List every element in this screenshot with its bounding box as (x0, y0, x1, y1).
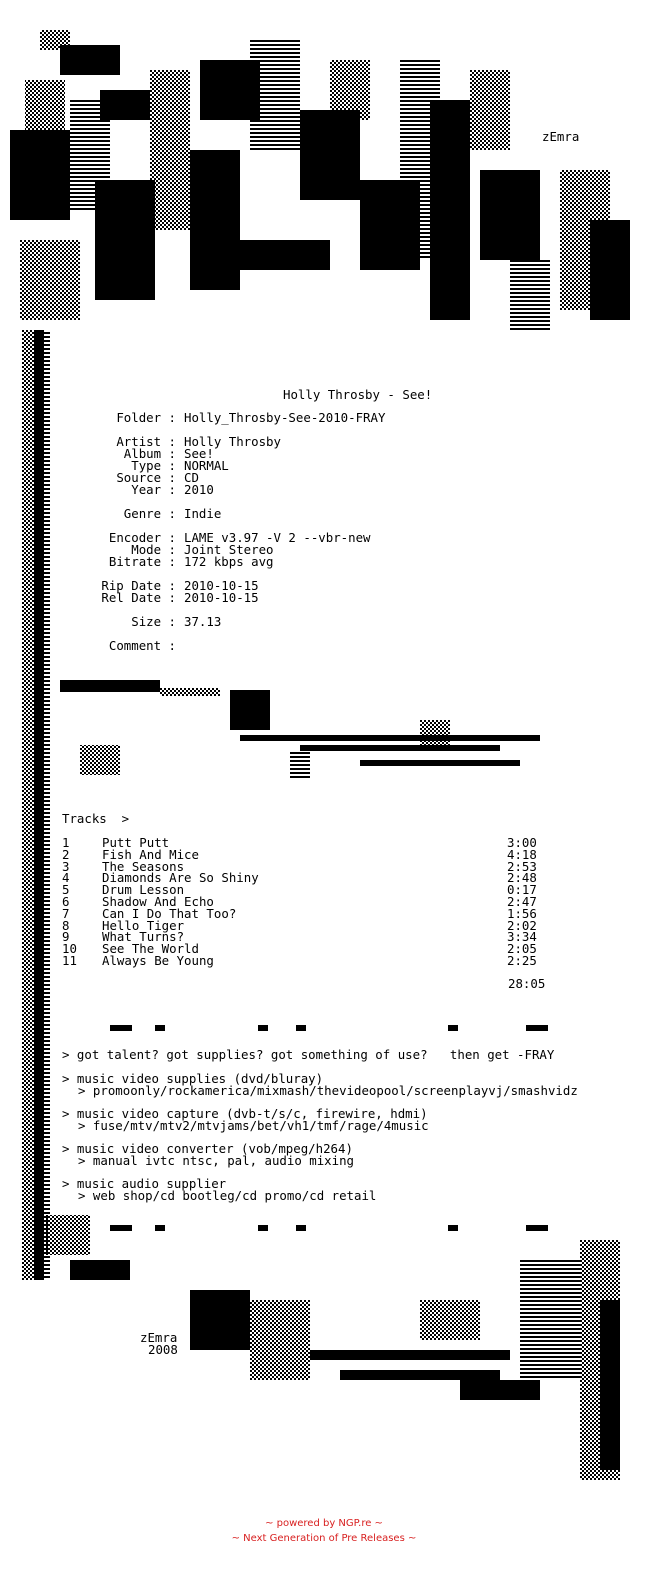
info-value: LAME v3.97 -V 2 --vbr-new (184, 530, 371, 545)
info-label: Type : (131, 458, 176, 473)
track-duration: 4:18 (507, 846, 537, 862)
info-value: 2010-10-15 (184, 578, 259, 593)
track-number: 4 (62, 870, 70, 886)
info-label: Year : (131, 482, 176, 497)
track-duration: 3:34 (507, 929, 537, 945)
release-title: Holly Throsby - See! (283, 387, 433, 402)
track-duration: 2:48 (507, 870, 537, 886)
track-title: What Turns? (102, 929, 185, 945)
total-time: 28:05 (508, 976, 546, 991)
art-signature-bottom-name: zEmra (140, 1330, 178, 1345)
info-label: Folder : (116, 410, 176, 425)
art-signature-bottom-year: 2008 (148, 1342, 178, 1357)
info-label: Encoder : (108, 530, 176, 545)
track-number: 7 (62, 905, 70, 921)
info-value: NORMAL (184, 458, 229, 473)
track-title: Fish And Mice (102, 846, 199, 862)
info-value: Joint Stereo (184, 542, 274, 557)
footer-powered-by: ~ powered by NGP.re ~ (265, 1518, 383, 1529)
track-duration: 0:17 (507, 882, 537, 898)
info-label: Size : (131, 614, 176, 629)
promo-line: > got talent? got supplies? got something of use? then get -FRAY (62, 1047, 555, 1062)
promo-subline: > promoonly/rockamerica/mixmash/thevideopool/screenplayvj/smashvidz (78, 1083, 578, 1098)
track-duration: 3:00 (507, 835, 537, 850)
art-signature-top: zEmra (542, 129, 580, 144)
info-value: 37.13 (184, 614, 222, 629)
info-label: Album : (123, 446, 176, 461)
info-label: Mode : (131, 542, 176, 557)
info-label: Rel Date : (101, 590, 176, 605)
track-number: 11 (62, 953, 77, 968)
track-title: Always Be Young (102, 953, 214, 968)
track-title: Putt Putt (102, 835, 170, 850)
info-value: 2010-10-15 (184, 590, 259, 605)
track-duration: 2:47 (507, 894, 537, 909)
track-duration: 1:56 (507, 905, 537, 921)
bottom-art (30, 1215, 620, 1480)
tracks-header: Tracks > (62, 811, 130, 826)
promo-line: > music video capture (dvb-t/s/c, firewire, hdmi) (62, 1106, 428, 1121)
track-title: Diamonds Are So Shiny (102, 870, 259, 886)
track-number: 1 (62, 835, 70, 850)
track-number: 8 (62, 917, 70, 933)
promo-subline: > web shop/cd bootleg/cd promo/cd retail (78, 1188, 377, 1203)
track-title: See The World (102, 941, 199, 957)
info-value: Holly Throsby (184, 434, 281, 449)
info-label: Rip Date : (101, 578, 176, 593)
track-duration: 2:05 (507, 941, 537, 957)
track-title: Hello Tiger (102, 917, 185, 933)
track-title: Drum Lesson (102, 882, 185, 898)
info-value: Indie (184, 506, 222, 521)
track-title: The Seasons (102, 858, 185, 874)
info-value: See! (184, 446, 214, 461)
track-number: 3 (62, 858, 70, 874)
track-title: Can I Do That Too? (102, 905, 237, 921)
promo-line: > music audio supplier (62, 1176, 227, 1191)
info-value: 172 kbps avg (184, 554, 274, 569)
info-value: CD (184, 470, 199, 485)
fray-logo (10, 30, 630, 330)
promo-subline: > fuse/mtv/mtv2/mtvjams/bet/vh1/tmf/rage/4music (78, 1118, 429, 1133)
track-number: 5 (62, 882, 70, 898)
track-number: 9 (62, 929, 70, 945)
promo-subline: > manual ivtc ntsc, pal, audio mixing (78, 1153, 355, 1168)
promo-line: > music video supplies (dvd/bluray) (62, 1071, 324, 1086)
track-title: Shadow And Echo (102, 894, 214, 909)
middle-swirl (60, 680, 540, 780)
info-label: Genre : (123, 506, 176, 521)
info-label: Bitrate : (108, 554, 176, 569)
footer-tagline: ~ Next Generation of Pre Releases ~ (231, 1533, 417, 1544)
track-number: 10 (62, 941, 77, 957)
info-value: Holly_Throsby-See-2010-FRAY (184, 410, 386, 425)
track-duration: 2:25 (507, 953, 537, 968)
promo-line: > music video converter (vob/mpeg/h264) (62, 1141, 353, 1156)
track-number: 2 (62, 846, 70, 862)
track-number: 6 (62, 894, 70, 909)
info-label: Artist : (116, 434, 176, 449)
track-duration: 2:02 (507, 917, 537, 933)
info-value: 2010 (184, 482, 214, 497)
info-label: Comment : (108, 638, 176, 653)
info-label: Source : (116, 470, 176, 485)
track-duration: 2:53 (507, 858, 537, 874)
